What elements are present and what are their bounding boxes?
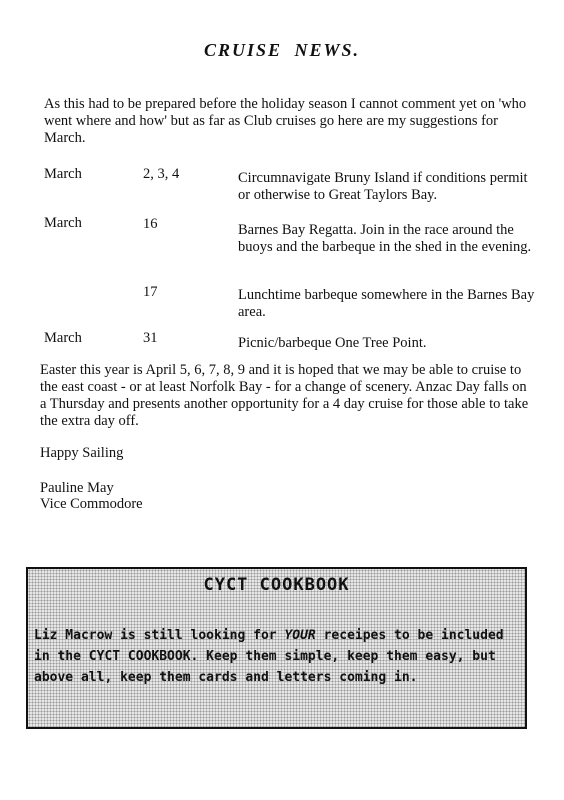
page-title: CRUISE NEWS. [203,40,361,60]
cookbook-text-end: receipes to be included in the CYCT COOKBOOK. Keep them simple, keep them easy, but above all, keep them cards and letters coming in. [34,628,504,685]
cookbook-text-start: Liz Macrow is still looking for [34,628,285,643]
schedule-dates: 16 [143,216,158,232]
schedule-event: Barnes Bay Regatta. Join in the race around the buoys and the barbeque in the shed in the evening. [238,222,532,255]
schedule-month: March [44,330,82,346]
schedule-event: Lunchtime barbeque somewhere in the Barnes Bay area. [238,287,535,320]
schedule-month: March [44,166,82,182]
schedule-dates: 31 [143,330,158,346]
schedule-event: Circumnavigate Bruny Island if conditions permit or otherwise to Great Taylors Bay. [238,170,528,203]
cookbook-box [26,567,527,729]
author-role: Vice Commodore [40,496,143,512]
cookbook-text [34,625,520,688]
signoff: Happy Sailing [40,445,124,461]
schedule-dates: 2, 3, 4 [143,166,180,182]
schedule-dates: 17 [143,284,158,300]
intro-paragraph: As this had to be prepared before the holiday season I cannot comment yet on 'who went where and how' but as far as Club cruises go here are my suggestions for March. [44,96,527,146]
cookbook-emphasis: YOUR [284,628,316,643]
cookbook-title: CYCT COOKBOOK [203,575,350,595]
author-name: Pauline May [40,480,114,496]
schedule-event: Picnic/barbeque One Tree Point. [238,335,427,351]
easter-paragraph: Easter this year is April 5, 6, 7, 8, 9 and it is hoped that we may be able to cruise to the east coast - or at least Norfolk Bay - for a change of scenery. Anzac Day falls on a Thursday and presents another opportunity for a 4 day cruise for those able to take the extra day off. [40,362,529,429]
schedule-month: March [44,215,82,231]
